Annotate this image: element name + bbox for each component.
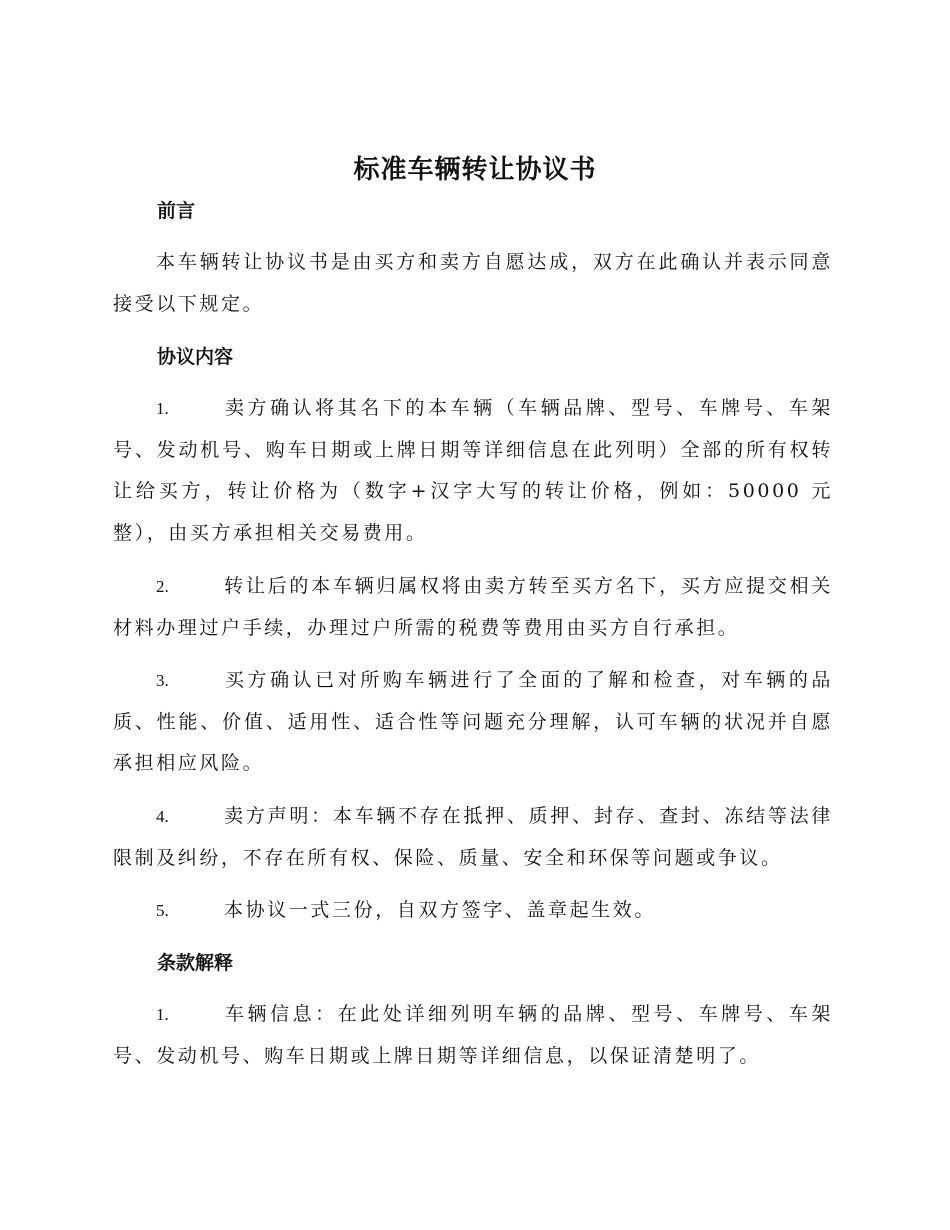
content-item-5 <box>113 890 833 932</box>
content-item-number: 1. <box>156 399 169 418</box>
content-item-text: 转让后的本车辆归属权将由卖方转至买方名下，买方应提交相关材料办理过户手续，办理过户所需的税费等费用由买方自行承担。 <box>113 575 833 639</box>
content-item-4 <box>113 796 833 879</box>
content-item-number: 2. <box>156 577 169 596</box>
content-item-2 <box>113 566 833 649</box>
content-item-1 <box>113 388 833 554</box>
terms-item-text: 车辆信息：在此处详细列明车辆的品牌、型号、车牌号、车架号、发动机号、购车日期或上牌日期等详细信息，以保证清楚明了。 <box>113 1003 833 1067</box>
content-item-text: 本协议一式三份，自双方签字、盖章起生效。 <box>224 899 657 921</box>
terms-item-1 <box>113 994 833 1077</box>
content-item-number: 4. <box>156 807 169 826</box>
terms-item-number: 1. <box>156 1005 169 1024</box>
content-item-number: 3. <box>156 671 169 690</box>
section-heading-preface: 前言 <box>157 200 196 222</box>
content-item-text: 卖方确认将其名下的本车辆（车辆品牌、型号、车牌号、车架号、发动机号、购车日期或上牌日期等详细信息在此列明）全部的所有权转让给买方，转让价格为（数字+汉字大写的转让价格，例如：50000 元整），由买方承担相关交易费用。 <box>113 397 833 544</box>
content-item-number: 5. <box>156 901 169 920</box>
section-heading-content: 协议内容 <box>157 346 234 368</box>
content-item-text: 买方确认已对所购车辆进行了全面的了解和检查，对车辆的品质、性能、价值、适用性、适合性等问题充分理解，认可车辆的状况并自愿承担相应风险。 <box>113 669 833 774</box>
section-heading-terms: 条款解释 <box>157 952 234 974</box>
preface-paragraph: 本车辆转让协议书是由买方和卖方自愿达成，双方在此确认并表示同意接受以下规定。 <box>113 251 833 315</box>
content-item-text: 卖方声明：本车辆不存在抵押、质押、封存、查封、冻结等法律限制及纠纷，不存在所有权、保险、质量、安全和环保等问题或争议。 <box>113 805 833 869</box>
document-title: 标准车辆转让协议书 <box>353 155 597 185</box>
content-item-3 <box>113 660 833 785</box>
